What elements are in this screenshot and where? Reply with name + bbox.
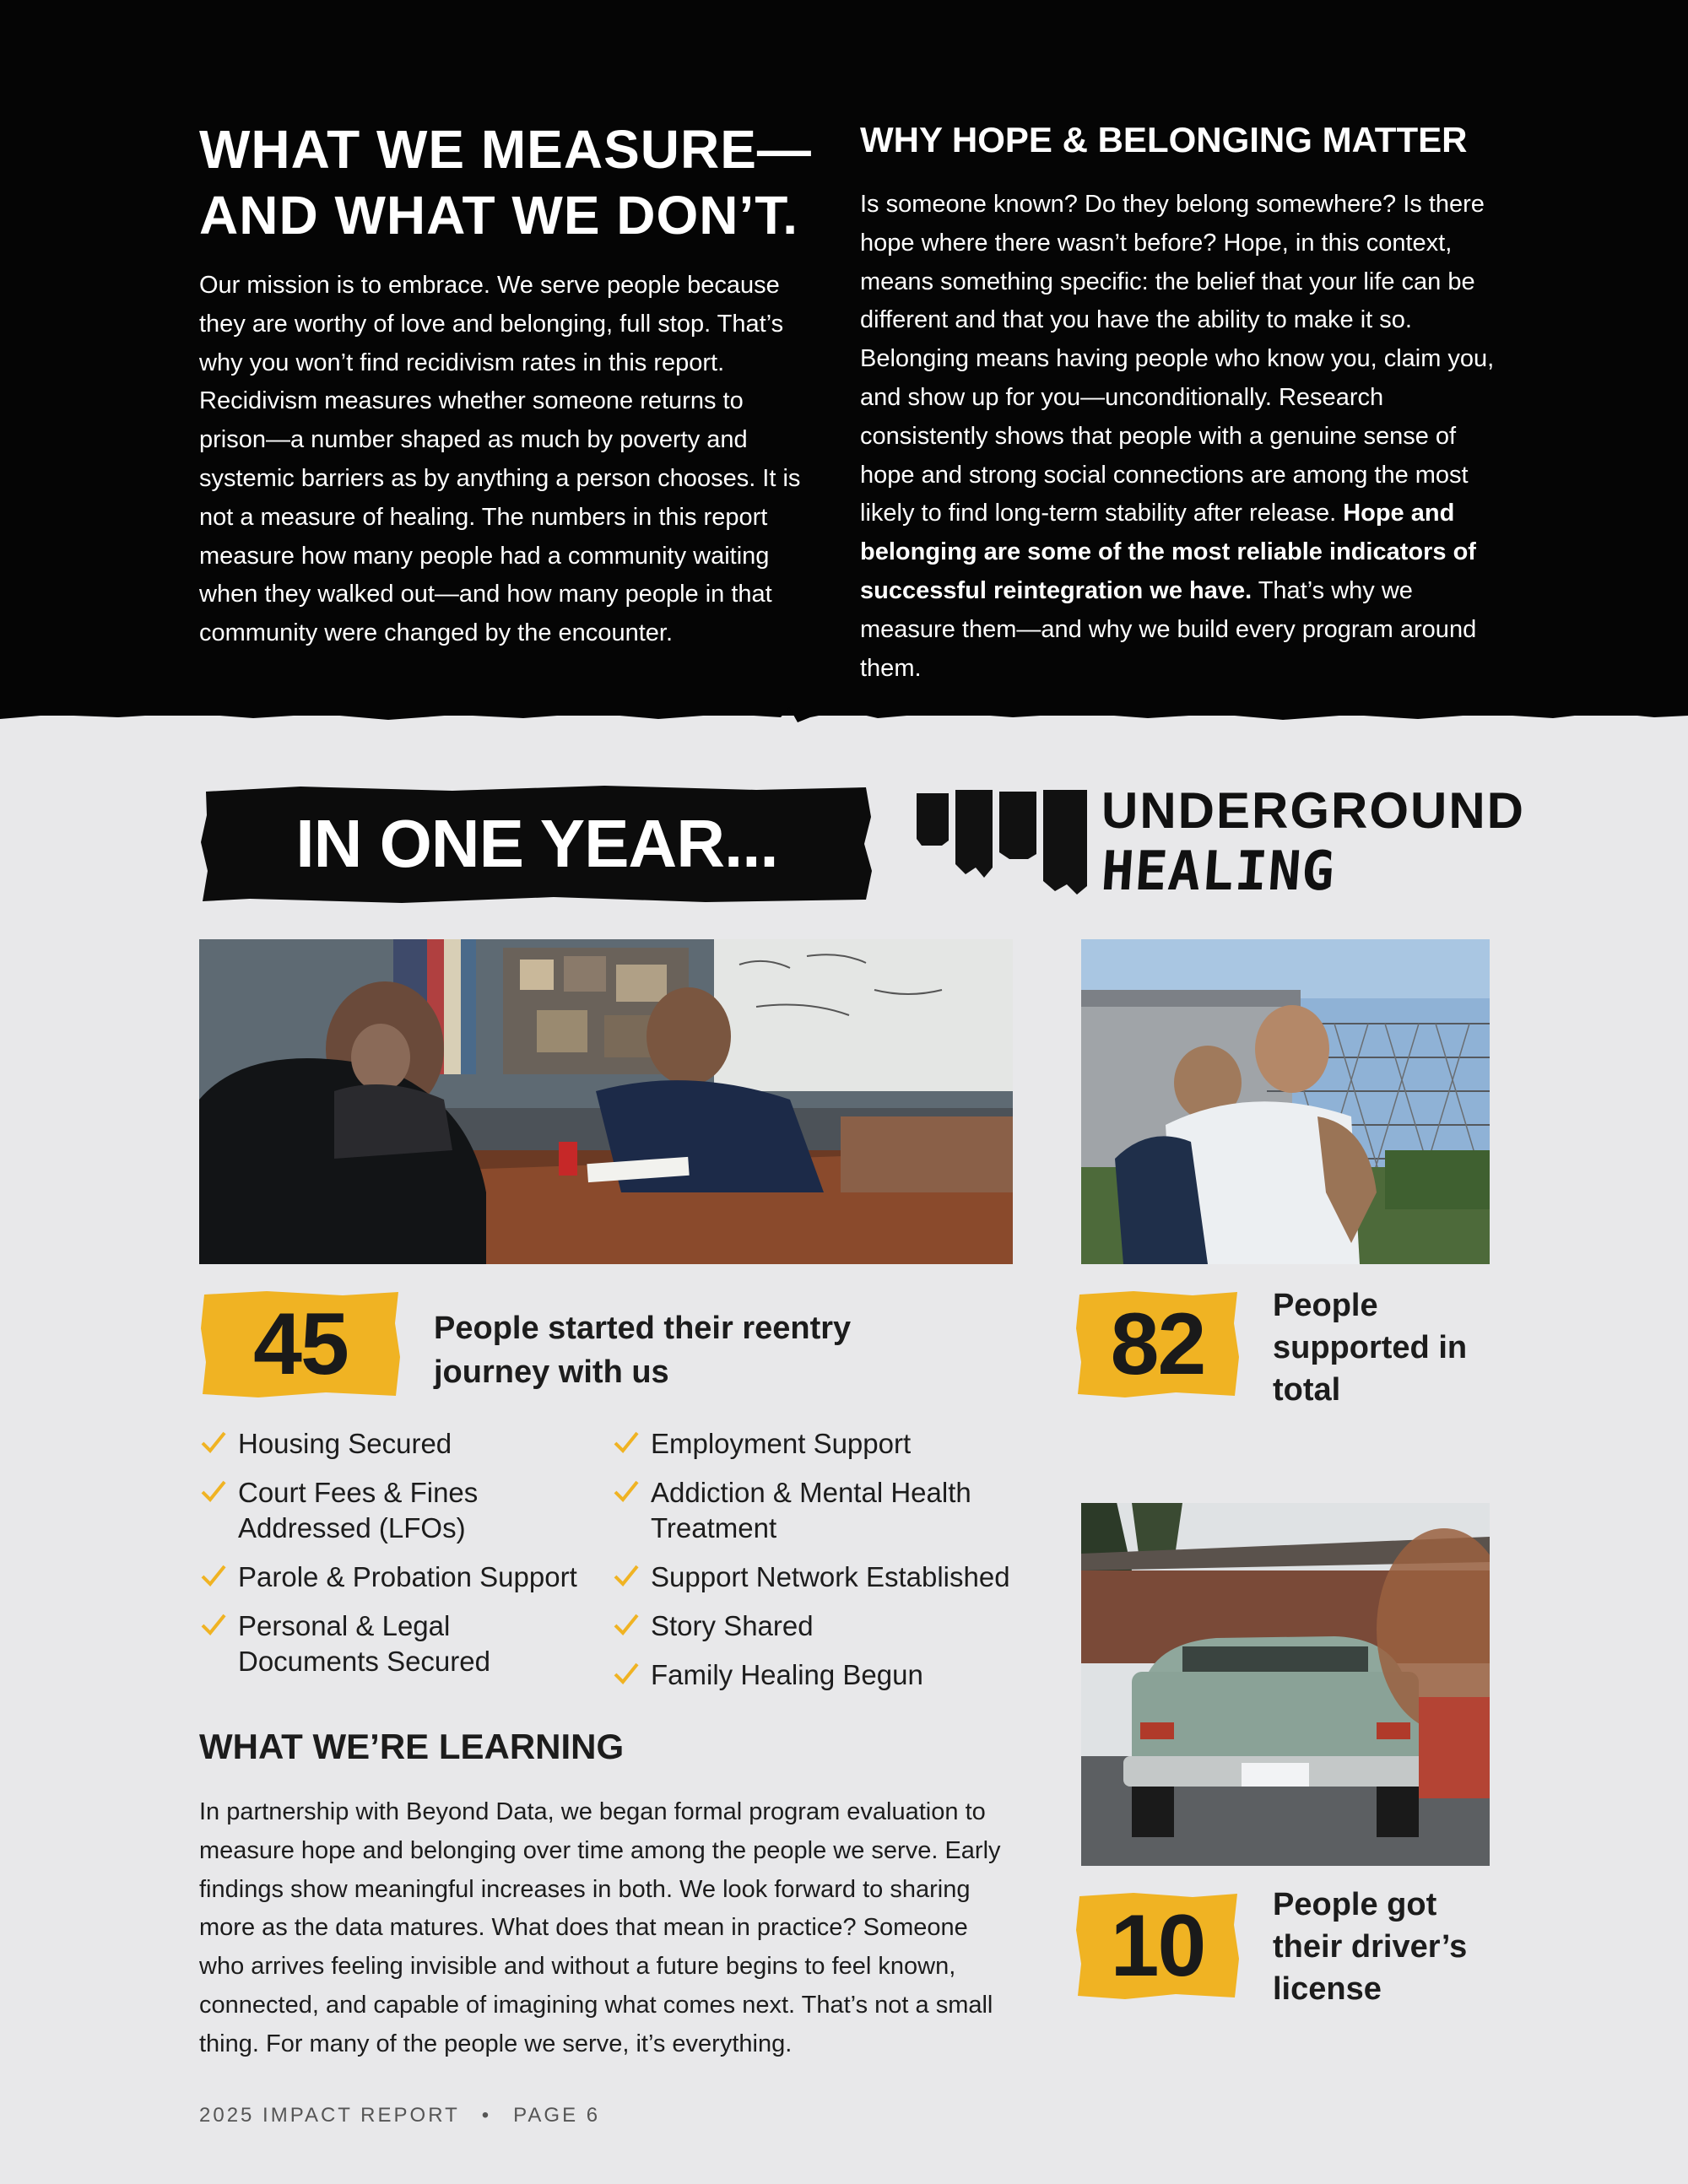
checkmark-icon: [612, 1610, 641, 1639]
check-label: Family Healing Begun: [651, 1659, 923, 1690]
torn-edge: [0, 692, 1688, 751]
list-item: [612, 1560, 1017, 1595]
logo-wordmark-top: UNDERGROUND: [1101, 782, 1525, 839]
checkmark-icon: [612, 1477, 641, 1506]
photo-car-with-sticker: [1081, 1503, 1490, 1866]
stat-label-supported: People supported in total: [1273, 1288, 1468, 1408]
check-label: Court Fees & Fines Addressed (LFOs): [238, 1477, 479, 1543]
hope-text-start: Is someone known? Do they belong somewhere? Is there hope where there wasn’t before? Hope, in this context, means something specific: the belief that your life can be different and that you have the ability to make it so. Belonging means having people who know you, claim you, and show up for you—unconditionally. Research consistently shows that people with a genuine sense of hope and strong social connections are among the most likely to find long-term stability after release.: [860, 191, 1495, 527]
checkmark-icon: [612, 1428, 641, 1457]
check-label: Support Network Established: [651, 1561, 1010, 1592]
checkmark-icon: [199, 1477, 228, 1506]
mission-paragraph: Our mission is to embrace. We serve people because they are worthy of love and belonging, full stop. That’s why you won’t find recidivism rates in this report. Recidivism measures whether someone returns to prison—a number shaped as much by poverty and systemic barriers as by anything a person chooses. It is not a measure of healing. The numbers in this report measure how many people had a community waiting when they walked out—and how many people in that community were changed by the encounter.: [199, 272, 801, 647]
check-label: Addiction & Mental Health Treatment: [651, 1477, 971, 1543]
photo-embrace-outside-fence: [1081, 939, 1490, 1264]
learning-paragraph: In partnership with Beyond Data, we began formal program evaluation to measure hope and belonging over time among the people we serve. Early findings show meaningful increases in both. We look forward to sharing more as the data matures. What does that mean in practice? Someone who arrives feeling invisible and without a future begins to feel known, connected, and capable of imagining what comes next. That’s not a small thing. For many of the people we serve, it’s everything.: [199, 1798, 1001, 2057]
list-item: [199, 1608, 596, 1679]
stat-badge-license: [1074, 1891, 1241, 2001]
footer-separator-icon: •: [481, 2104, 492, 2127]
list-item: [199, 1560, 596, 1595]
stat-value-license: 10: [1110, 1896, 1205, 1995]
stat-label-license: People got their driver’s license: [1273, 1887, 1468, 2007]
stat-value-supported: 82: [1110, 1295, 1205, 1393]
year-banner-title: IN ONE YEAR...: [295, 806, 778, 881]
footer-page-number: PAGE 6: [513, 2104, 601, 2127]
list-item: [612, 1426, 1017, 1462]
hope-text-emphasis: Hope and belonging are some of the most reliable indicators of successful reintegration we have.: [860, 500, 1476, 604]
logo-wordmark-bottom: HEALING: [1099, 841, 1338, 903]
check-label: Employment Support: [651, 1428, 912, 1459]
hope-belonging-heading: WHY HOPE & BELONGING MATTER: [860, 120, 1468, 159]
checklist-left: [199, 1426, 596, 1693]
checkmark-icon: [612, 1659, 641, 1688]
check-label: Parole & Probation Support: [238, 1561, 577, 1592]
list-item: [199, 1475, 596, 1546]
check-label: Personal & Legal Documents Secured: [238, 1610, 490, 1677]
page-footer: [199, 2101, 600, 2130]
underground-healing-logo-icon: [917, 787, 1094, 896]
list-item: [612, 1475, 1017, 1546]
checkmark-icon: [612, 1561, 641, 1590]
checkmark-icon: [199, 1610, 228, 1639]
stat-badge-supported: [1074, 1289, 1241, 1399]
check-label: Housing Secured: [238, 1428, 452, 1459]
learning-heading: WHAT WE’RE LEARNING: [199, 1727, 625, 1766]
check-label: Story Shared: [651, 1610, 814, 1641]
footer-report-title: 2025 IMPACT REPORT: [199, 2104, 460, 2127]
list-item: [612, 1657, 1017, 1693]
checklist-right: [612, 1426, 1017, 1706]
list-item: [612, 1608, 1017, 1644]
hope-text-end: That’s why we measure them—and why we build every program around them.: [860, 576, 1477, 682]
checkmark-icon: [199, 1561, 228, 1590]
hope-belonging-paragraph: [860, 186, 1501, 688]
stat-badge-reentry: [199, 1289, 402, 1399]
stat-value-reentry: 45: [253, 1295, 348, 1393]
measure-heading: WHAT WE MEASURE— AND WHAT WE DON’T.: [199, 119, 812, 246]
stat-label-reentry: People started their reentry journey with us: [434, 1311, 852, 1390]
list-item: [199, 1426, 596, 1462]
checkmark-icon: [199, 1428, 228, 1457]
photo-meeting-at-table: [199, 939, 1013, 1264]
